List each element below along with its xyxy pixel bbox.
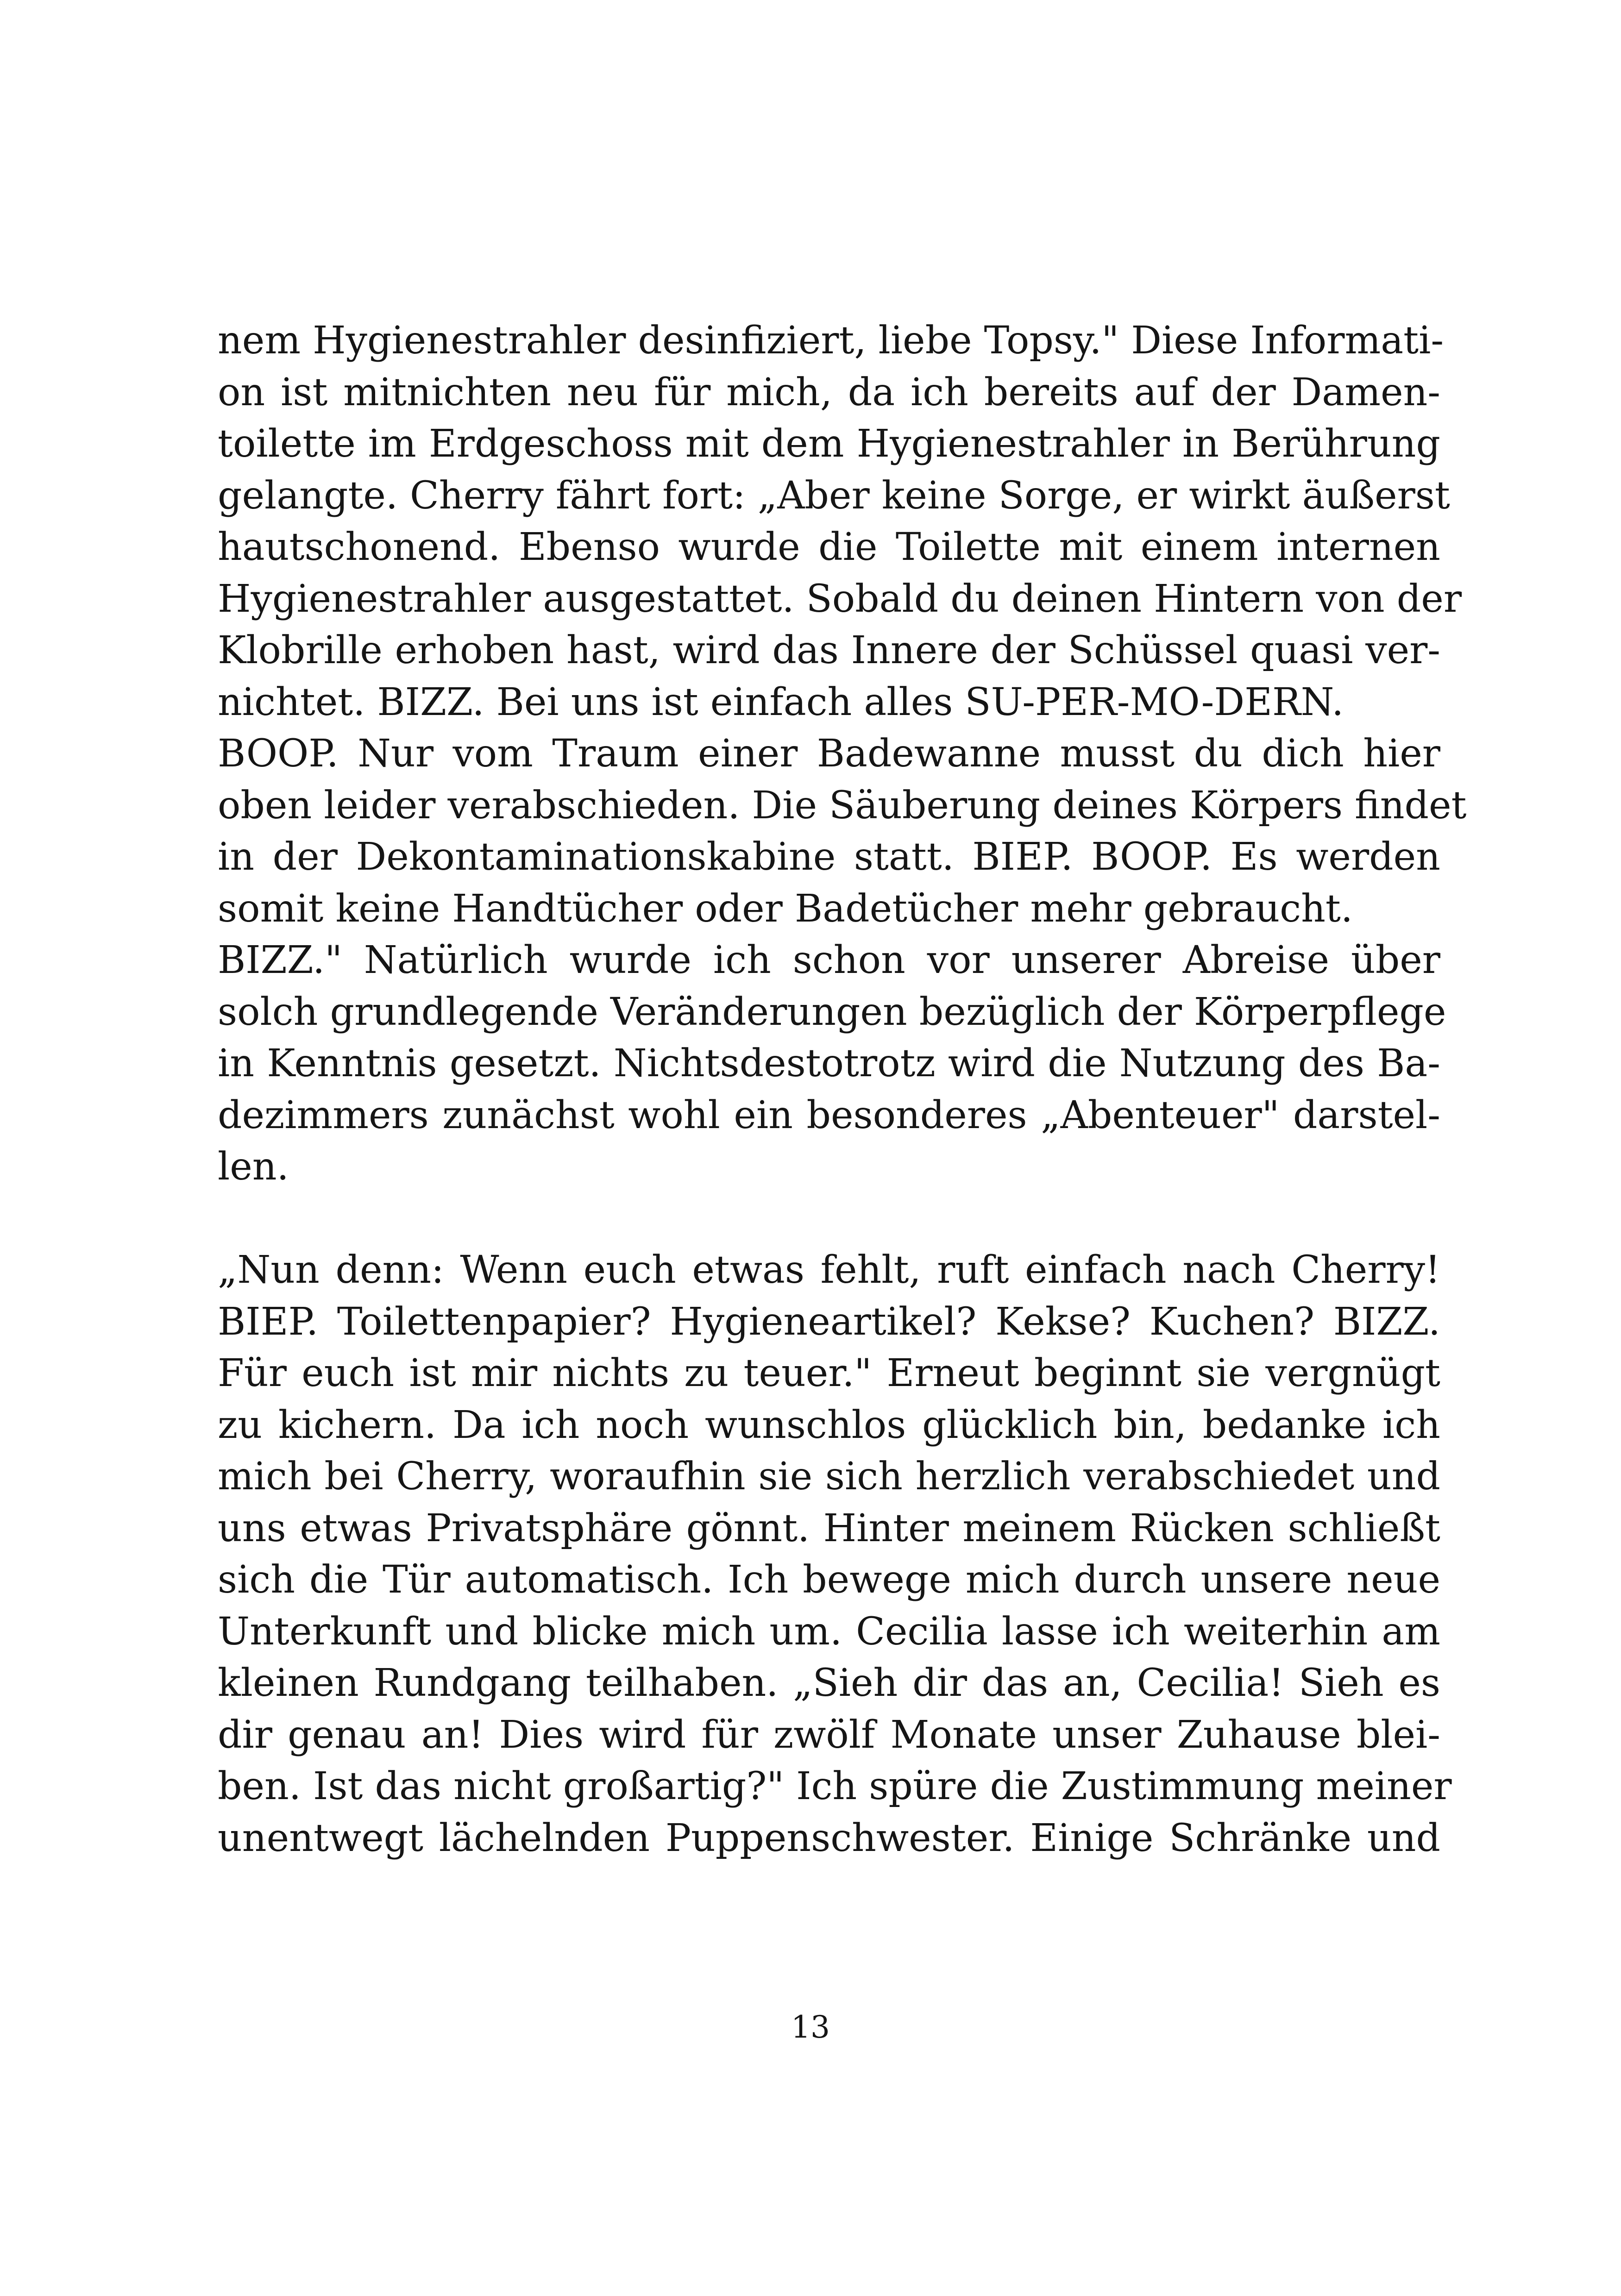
text-line: sich die Tür automatisch. Ich bewege mich durch unsere neue <box>218 1558 1440 1602</box>
text-line: Klobrille erhoben hast, wird das Innere der Schüssel quasi ver- <box>218 628 1440 672</box>
text-line: unentwegt lächelnden Puppenschwester. Einige Schränke und <box>218 1816 1440 1860</box>
text-line: BIEP. Toilettenpapier? Hygieneartikel? Kekse? Kuchen? BIZZ. <box>218 1299 1440 1344</box>
paragraph-1 <box>218 315 1467 1193</box>
text-line: Hygienestrahler ausgestattet. Sobald du deinen Hintern von der <box>218 577 1462 621</box>
text-line: hautschonend. Ebenso wurde die Toilette mit einem internen <box>218 525 1440 569</box>
text-line: on ist mitnichten neu für mich, da ich bereits auf der Damen- <box>218 370 1440 414</box>
text-line: somit keine Handtücher oder Badetücher mehr gebraucht. <box>218 886 1353 931</box>
text-line: BIZZ." Natürlich wurde ich schon vor unserer Abreise über <box>218 938 1440 982</box>
text-line: mich bei Cherry, woraufhin sie sich herzlich verabschiedet und <box>218 1455 1440 1499</box>
text-line: len. <box>218 1145 289 1189</box>
text-line: oben leider verabschieden. Die Säuberung deines Körpers findet <box>218 783 1467 828</box>
text-line: nichtet. BIZZ. Bei uns ist einfach alles SU-PER-MO-DERN. <box>218 680 1344 724</box>
text-line: zu kichern. Da ich noch wunschlos glücklich bin, bedanke ich <box>218 1403 1440 1447</box>
text-line: uns etwas Privatsphäre gönnt. Hinter meinem Rücken schließt <box>218 1506 1440 1550</box>
text-line: BOOP. Nur vom Traum einer Badewanne musst du dich hier <box>218 732 1440 776</box>
text-line: dezimmers zunächst wohl ein besonderes „Abenteuer" darstel- <box>218 1093 1440 1137</box>
paragraph-2 <box>218 1244 1452 1864</box>
text-line: gelangte. Cherry fährt fort: „Aber keine Sorge, er wirkt äußerst <box>218 473 1450 518</box>
text-line: „Nun denn: Wenn euch etwas fehlt, ruft einfach nach Cherry! <box>218 1248 1440 1292</box>
text-line: dir genau an! Dies wird für zwölf Monate unser Zuhause blei- <box>218 1713 1440 1757</box>
text-line: toilette im Erdgeschoss mit dem Hygienestrahler in Berührung <box>218 422 1440 466</box>
page-number: 13 <box>791 2009 830 2045</box>
text-line: kleinen Rundgang teilhaben. „Sieh dir das an, Cecilia! Sieh es <box>218 1661 1440 1705</box>
text-line: ben. Ist das nicht großartig?" Ich spüre die Zustimmung meiner <box>218 1764 1452 1808</box>
text-line: in der Dekontaminationskabine statt. BIEP. BOOP. Es werden <box>218 835 1440 879</box>
text-line: solch grundlegende Veränderungen bezüglich der Körperpflege <box>218 990 1446 1034</box>
text-line: Für euch ist mir nichts zu teuer." Erneut beginnt sie vergnügt <box>218 1351 1440 1395</box>
body-text <box>218 315 1467 1864</box>
text-line: in Kenntnis gesetzt. Nichtsdestotrotz wird die Nutzung des Ba- <box>218 1041 1440 1085</box>
paragraph-gap <box>218 1193 1440 1245</box>
text-line: Unterkunft und blicke mich um. Cecilia lasse ich weiterhin am <box>218 1609 1440 1654</box>
text-line: nem Hygienestrahler desinfiziert, liebe Topsy." Diese Informati- <box>218 319 1444 363</box>
